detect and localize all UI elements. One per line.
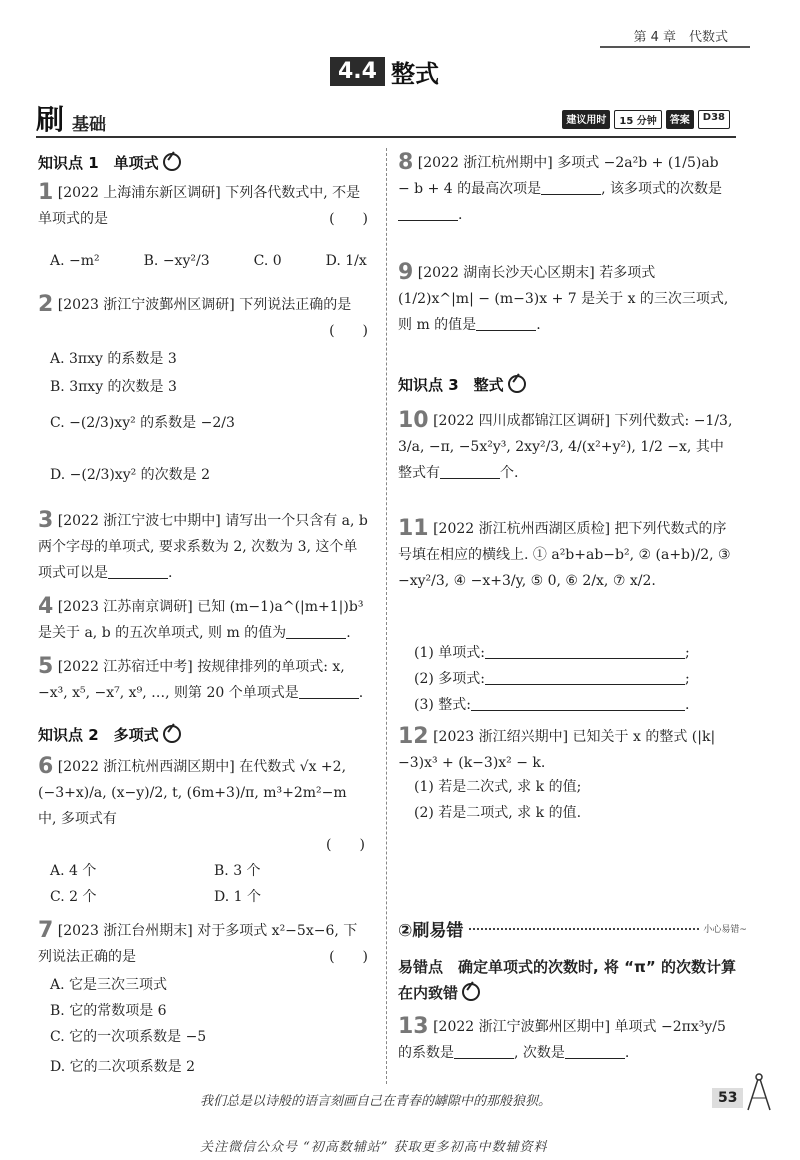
mistake-badge: ②刷易错	[398, 921, 464, 941]
option-b: B. 它的常数项是 6	[50, 1003, 167, 1019]
question-13: 13 [2022 浙江宁波鄞州区期中] 单项式 −2πx³y/5 的系数是 , 次数是 .	[398, 1014, 726, 1061]
time-label: 建议用时	[562, 110, 610, 129]
answer-blank[interactable]	[299, 684, 359, 699]
pencil-icon	[462, 983, 480, 1001]
question-text: [2022 上海浦东新区调研] 下列各代数式中, 不是单项式的是	[38, 185, 361, 227]
question-text: [2022 浙江杭州西湖区期中] 在代数式 √x +2, (−3+x)/a, (x−y)/2, t, (6m+3)/π, m³+2m²−m 中, 多项式有	[38, 759, 347, 827]
question-text: [2022 四川成都锦江区调研] 下列代数式: −1/3, 3/a, −π, −5x²y³, 2xy²/3, 4/(x²+y²), 1/2 −x, 其中整式有	[398, 413, 733, 481]
option-c: C. 2 个	[50, 889, 97, 905]
column-divider	[386, 148, 388, 1084]
answer-blank[interactable]	[398, 206, 458, 221]
option-d: D. −(2/3)xy² 的次数是 2	[50, 467, 211, 483]
question-2	[38, 292, 368, 344]
section-heading-1: 知识点 1 单项式	[38, 152, 181, 173]
question-4: 4 [2023 江苏南京调研] 已知 (m−1)a^(|m+1|)b³ 是关于 a, b 的五次单项式, 则 m 的值为 .	[38, 594, 364, 641]
answer-blank[interactable]	[440, 464, 500, 479]
part-1: (1) 单项式: ;	[414, 645, 690, 661]
answer-blank[interactable]	[565, 1044, 625, 1059]
question-7	[38, 918, 368, 970]
answer-paren: ( )	[329, 323, 368, 339]
question-text: [2023 浙江宁波鄞州区调研] 下列说法正确的是	[57, 297, 352, 313]
chapter-header: 第 4 章 代数式	[633, 30, 728, 45]
question-number: 10	[398, 408, 429, 433]
answer-value: D38	[698, 110, 730, 129]
top-rule	[36, 136, 736, 138]
question-text: [2022 江苏宿迁中考] 按规律排列的单项式: x, −x³, x⁵, −x⁷, x⁹, …, 则第 20 个单项式是	[38, 659, 345, 701]
header-rule	[600, 46, 750, 48]
question-9: 9 [2022 湖南长沙天心区期末] 若多项式 (1/2)x^|m| − (m−3)x + 7 是关于 x 的三次三项式, 则 m 的值是 .	[398, 260, 729, 333]
mistake-banner	[398, 916, 747, 941]
answer-label: 答案	[666, 110, 694, 129]
question-text: [2022 浙江杭州西湖区质检] 把下列代数式的序号填在相应的横线上. ① a²b+ab−b², ② (a+b)/2, ③ −xy²/3, ④ −x+3/y, ⑤ 0, ⑥ 2/x, ⑦ x/2.	[398, 521, 731, 589]
question-number: 3	[38, 508, 54, 533]
option-c: C. 它的一次项系数是 −5	[50, 1029, 207, 1045]
option-d: D. 1 个	[214, 889, 261, 905]
option-c: C. −(2/3)xy² 的系数是 −2/3	[50, 415, 235, 431]
question-11	[398, 516, 734, 594]
option-d: D. 它的二次项系数是 2	[50, 1059, 195, 1075]
option-b: B. −xy²/3	[143, 253, 210, 269]
title-text: 整式	[390, 59, 439, 88]
part-3: (3) 整式: .	[414, 697, 690, 713]
dotted-line	[469, 928, 699, 930]
brush-label: 基础	[72, 115, 106, 135]
question-text: [2023 浙江台州期末] 对于多项式 x²−5x−6, 下列说法正确的是	[38, 923, 358, 965]
question-text: [2022 浙江杭州期中] 多项式 −2a²b + (1/5)ab − b + 4 的最高次项是	[398, 155, 719, 197]
question-number: 11	[398, 516, 429, 541]
answer-blank[interactable]	[476, 316, 536, 331]
question-1	[38, 180, 368, 232]
question-text: [2023 浙江绍兴期中] 已知关于 x 的整式 (|k|−3)x³ + (k−3)x² − k.	[398, 729, 716, 771]
question-number: 4	[38, 594, 54, 619]
mistake-title: 易错点 确定单项式的次数时, 将 “π” 的次数计算在内致错	[398, 958, 736, 1002]
answer-blank[interactable]	[541, 180, 601, 195]
option-a: A. −m²	[50, 253, 100, 269]
answer-blank[interactable]	[286, 624, 346, 639]
option-c: C. 0	[253, 253, 282, 269]
question-8: 8 [2022 浙江杭州期中] 多项式 −2a²b + (1/5)ab − b + 4 的最高次项是 , 该多项式的次数是.	[398, 150, 723, 223]
question-number: 6	[38, 754, 54, 779]
time-value: 15 分钟	[614, 110, 661, 129]
pencil-icon	[508, 375, 526, 393]
pencil-icon	[163, 153, 181, 171]
option-b: B. 3πxy 的次数是 3	[50, 379, 177, 395]
question-12	[398, 724, 734, 776]
answer-paren: ( )	[326, 837, 365, 853]
brush-char: 刷	[36, 103, 65, 136]
title-number: 4.4	[330, 57, 385, 86]
part-1: (1) 若是二次式, 求 k 的值;	[414, 779, 582, 795]
question-number: 1	[38, 180, 54, 205]
question-text: [2023 江苏南京调研] 已知 (m−1)a^(|m+1|)b³ 是关于 a, b 的五次单项式, 则 m 的值为	[38, 599, 364, 641]
answer-paren: ( )	[329, 949, 368, 965]
page-number: 53	[712, 1088, 743, 1108]
section-heading-3: 知识点 3 整式	[398, 374, 526, 395]
option-d: D. 1/x	[325, 253, 367, 269]
pencil-icon	[163, 725, 181, 743]
question-number: 5	[38, 654, 54, 679]
part-2: (2) 若是二项式, 求 k 的值.	[414, 805, 582, 821]
question-text: [2022 浙江宁波鄞州区期中] 单项式 −2πx³y/5 的系数是	[398, 1019, 726, 1061]
question-number: 2	[38, 292, 54, 317]
section-heading-2: 知识点 2 多项式	[38, 724, 181, 745]
question-10: 10 [2022 四川成都锦江区调研] 下列代数式: −1/3, 3/a, −π, −5x²y³, 2xy²/3, 4/(x²+y²), 1/2 −x, 其中整式有 个.	[398, 408, 733, 481]
answer-blank[interactable]	[108, 564, 168, 579]
section-title	[330, 54, 439, 88]
answer-blank[interactable]	[471, 696, 685, 711]
option-a: A. 3πxy 的系数是 3	[50, 351, 177, 367]
info-badges	[562, 110, 730, 129]
question-number: 9	[398, 260, 414, 285]
mistake-note: 小心易错~	[703, 925, 747, 935]
answer-blank[interactable]	[485, 670, 685, 685]
answer-blank[interactable]	[454, 1044, 514, 1059]
answer-paren: ( )	[329, 211, 368, 227]
compass-icon	[744, 1072, 774, 1112]
options-1	[50, 248, 367, 274]
question-number: 8	[398, 150, 414, 175]
footer-motto: 我们总是以诗般的语言刻画自己在青春的罅隙中的那般狼狈。	[200, 1094, 552, 1109]
question-3: 3 [2022 浙江宁波七中期中] 请写出一个只含有 a, b 两个字母的单项式, 要求系数为 2, 次数为 3, 这个单项式可以是 .	[38, 508, 368, 581]
bottom-notice: 关注微信公众号 “初高数辅站” 获取更多初高中数辅资料	[200, 1140, 548, 1155]
question-number: 13	[398, 1014, 429, 1039]
option-b: B. 3 个	[214, 863, 261, 879]
question-5: 5 [2022 江苏宿迁中考] 按规律排列的单项式: x, −x³, x⁵, −x⁷, x⁹, …, 则第 20 个单项式是 .	[38, 654, 364, 701]
option-a: A. 4 个	[50, 863, 97, 879]
question-number: 12	[398, 724, 429, 749]
question-number: 7	[38, 918, 54, 943]
part-2: (2) 多项式: ;	[414, 671, 690, 687]
question-text: [2022 浙江宁波七中期中] 请写出一个只含有 a, b 两个字母的单项式, 要求系数为 2, 次数为 3, 这个单项式可以是	[38, 513, 368, 581]
question-6	[38, 754, 368, 832]
option-a: A. 它是三次三项式	[50, 977, 168, 993]
question-text: [2022 湖南长沙天心区期末] 若多项式 (1/2)x^|m| − (m−3)x + 7 是关于 x 的三次三项式, 则 m 的值是	[398, 265, 729, 333]
answer-blank[interactable]	[485, 644, 685, 659]
